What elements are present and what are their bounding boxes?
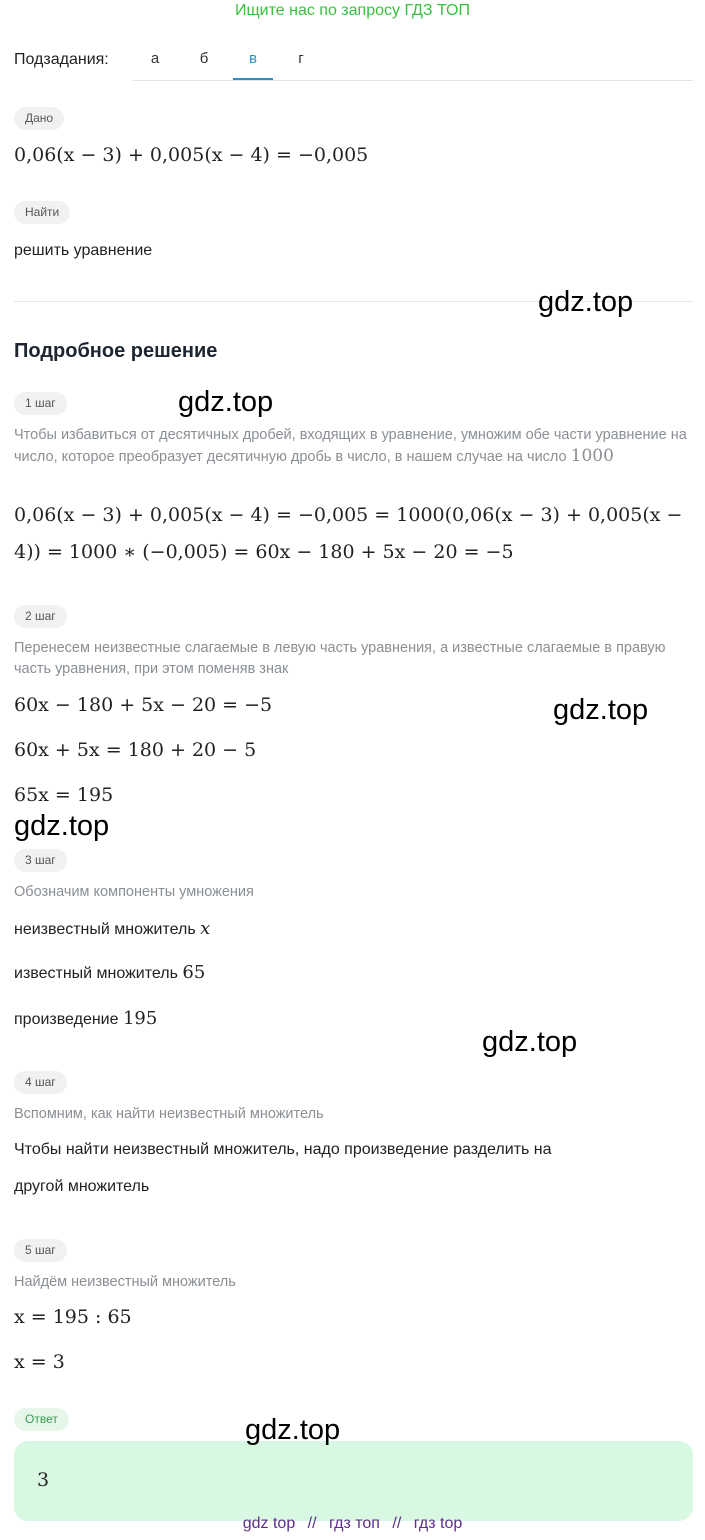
given-equation: 0,06(x − 3) + 0,005(x − 4) = −0,005 bbox=[14, 144, 369, 166]
footer-separator: // bbox=[307, 1515, 317, 1532]
step-3-line-2-math: 65 bbox=[182, 962, 206, 983]
find-badge: Найти bbox=[14, 201, 70, 224]
step-1-hint bbox=[14, 425, 694, 468]
step-1-line-2: 4)) = 1000 ∗ (−0,005) = 60x − 180 + 5x − 20 = −5 bbox=[14, 541, 514, 563]
step-5-hint: Найдём неизвестный множитель bbox=[14, 1274, 236, 1290]
answer-badge: Ответ bbox=[14, 1408, 69, 1431]
step-2-hint: Перенесем неизвестные слагаемые в левую часть уравнения, а известные слагаемые в правую часть уравнения, при этом поменяв знак bbox=[14, 640, 666, 677]
step-3-line-3 bbox=[14, 1008, 157, 1029]
step-2-line-3: 65x = 195 bbox=[14, 784, 114, 806]
footer-links bbox=[0, 1515, 705, 1533]
step-3-line-3-math: 195 bbox=[122, 1008, 158, 1029]
step-4-text-2: другой множитель bbox=[14, 1178, 150, 1195]
subtask-tabs bbox=[133, 44, 693, 81]
watermark: gdz.top bbox=[553, 694, 649, 726]
watermark: gdz.top bbox=[178, 386, 274, 418]
tab-a[interactable]: а bbox=[150, 50, 160, 67]
step-3-line-1-text: неизвестный множитель bbox=[14, 921, 196, 938]
footer-link-gdz-top[interactable]: gdz top bbox=[242, 1515, 296, 1532]
step-4-badge: 4 шаг bbox=[14, 1071, 67, 1094]
top-banner: Ищите нас по запросу ГДЗ ТОП bbox=[235, 2, 470, 19]
tab-g[interactable]: г bbox=[298, 50, 304, 67]
find-text: решить уравнение bbox=[14, 242, 153, 259]
watermark: gdz.top bbox=[482, 1026, 578, 1058]
watermark: gdz.top bbox=[14, 810, 110, 842]
step-3-line-3-text: произведение bbox=[14, 1011, 119, 1028]
step-2-badge: 2 шаг bbox=[14, 605, 67, 628]
step-3-line-1-math: x bbox=[200, 918, 211, 939]
step-1-hint-text: Чтобы избавиться от десятичных дробей, входящих в уравнение, умножим обе части уравнение на число, которое преобразует десятичную дробь в число, в нашем случае на число bbox=[14, 427, 687, 465]
footer-link-gdz-top-ru[interactable]: гдз топ bbox=[329, 1515, 380, 1532]
footer-separator: // bbox=[392, 1515, 402, 1532]
step-1-line-1: 0,06(x − 3) + 0,005(x − 4) = −0,005 = 1000(0,06(x − 3) + 0,005(x − bbox=[14, 504, 683, 526]
footer-link-gdz-top-mixed[interactable]: гдз top bbox=[413, 1515, 463, 1532]
step-4-text-1: Чтобы найти неизвестный множитель, надо произведение разделить на bbox=[14, 1141, 552, 1158]
answer-box bbox=[14, 1441, 693, 1521]
answer-value: 3 bbox=[37, 1469, 50, 1491]
step-3-line-2-text: известный множитель bbox=[14, 965, 178, 982]
step-3-badge: 3 шаг bbox=[14, 849, 67, 872]
step-2-line-1: 60x − 180 + 5x − 20 = −5 bbox=[14, 694, 273, 716]
step-1-hint-math: 1000 bbox=[570, 446, 614, 466]
step-5-badge: 5 шаг bbox=[14, 1239, 67, 1262]
step-3-line-2 bbox=[14, 962, 205, 983]
tab-b[interactable]: б bbox=[199, 50, 209, 67]
step-1-badge: 1 шаг bbox=[14, 392, 67, 415]
given-badge: Дано bbox=[14, 107, 64, 130]
tab-v[interactable]: в bbox=[233, 50, 273, 80]
subtasks-label: Подзадания: bbox=[14, 51, 109, 68]
watermark: gdz.top bbox=[245, 1414, 341, 1446]
step-3-line-1 bbox=[14, 918, 210, 939]
solution-heading: Подробное решение bbox=[14, 340, 218, 362]
step-4-hint: Вспомним, как найти неизвестный множитель bbox=[14, 1106, 324, 1122]
step-5-line-1: x = 195 : 65 bbox=[14, 1306, 132, 1328]
watermark: gdz.top bbox=[538, 286, 634, 318]
step-2-line-2: 60x + 5x = 180 + 20 − 5 bbox=[14, 739, 257, 761]
step-5-line-2: x = 3 bbox=[14, 1351, 65, 1373]
step-3-hint: Обозначим компоненты умножения bbox=[14, 884, 254, 900]
